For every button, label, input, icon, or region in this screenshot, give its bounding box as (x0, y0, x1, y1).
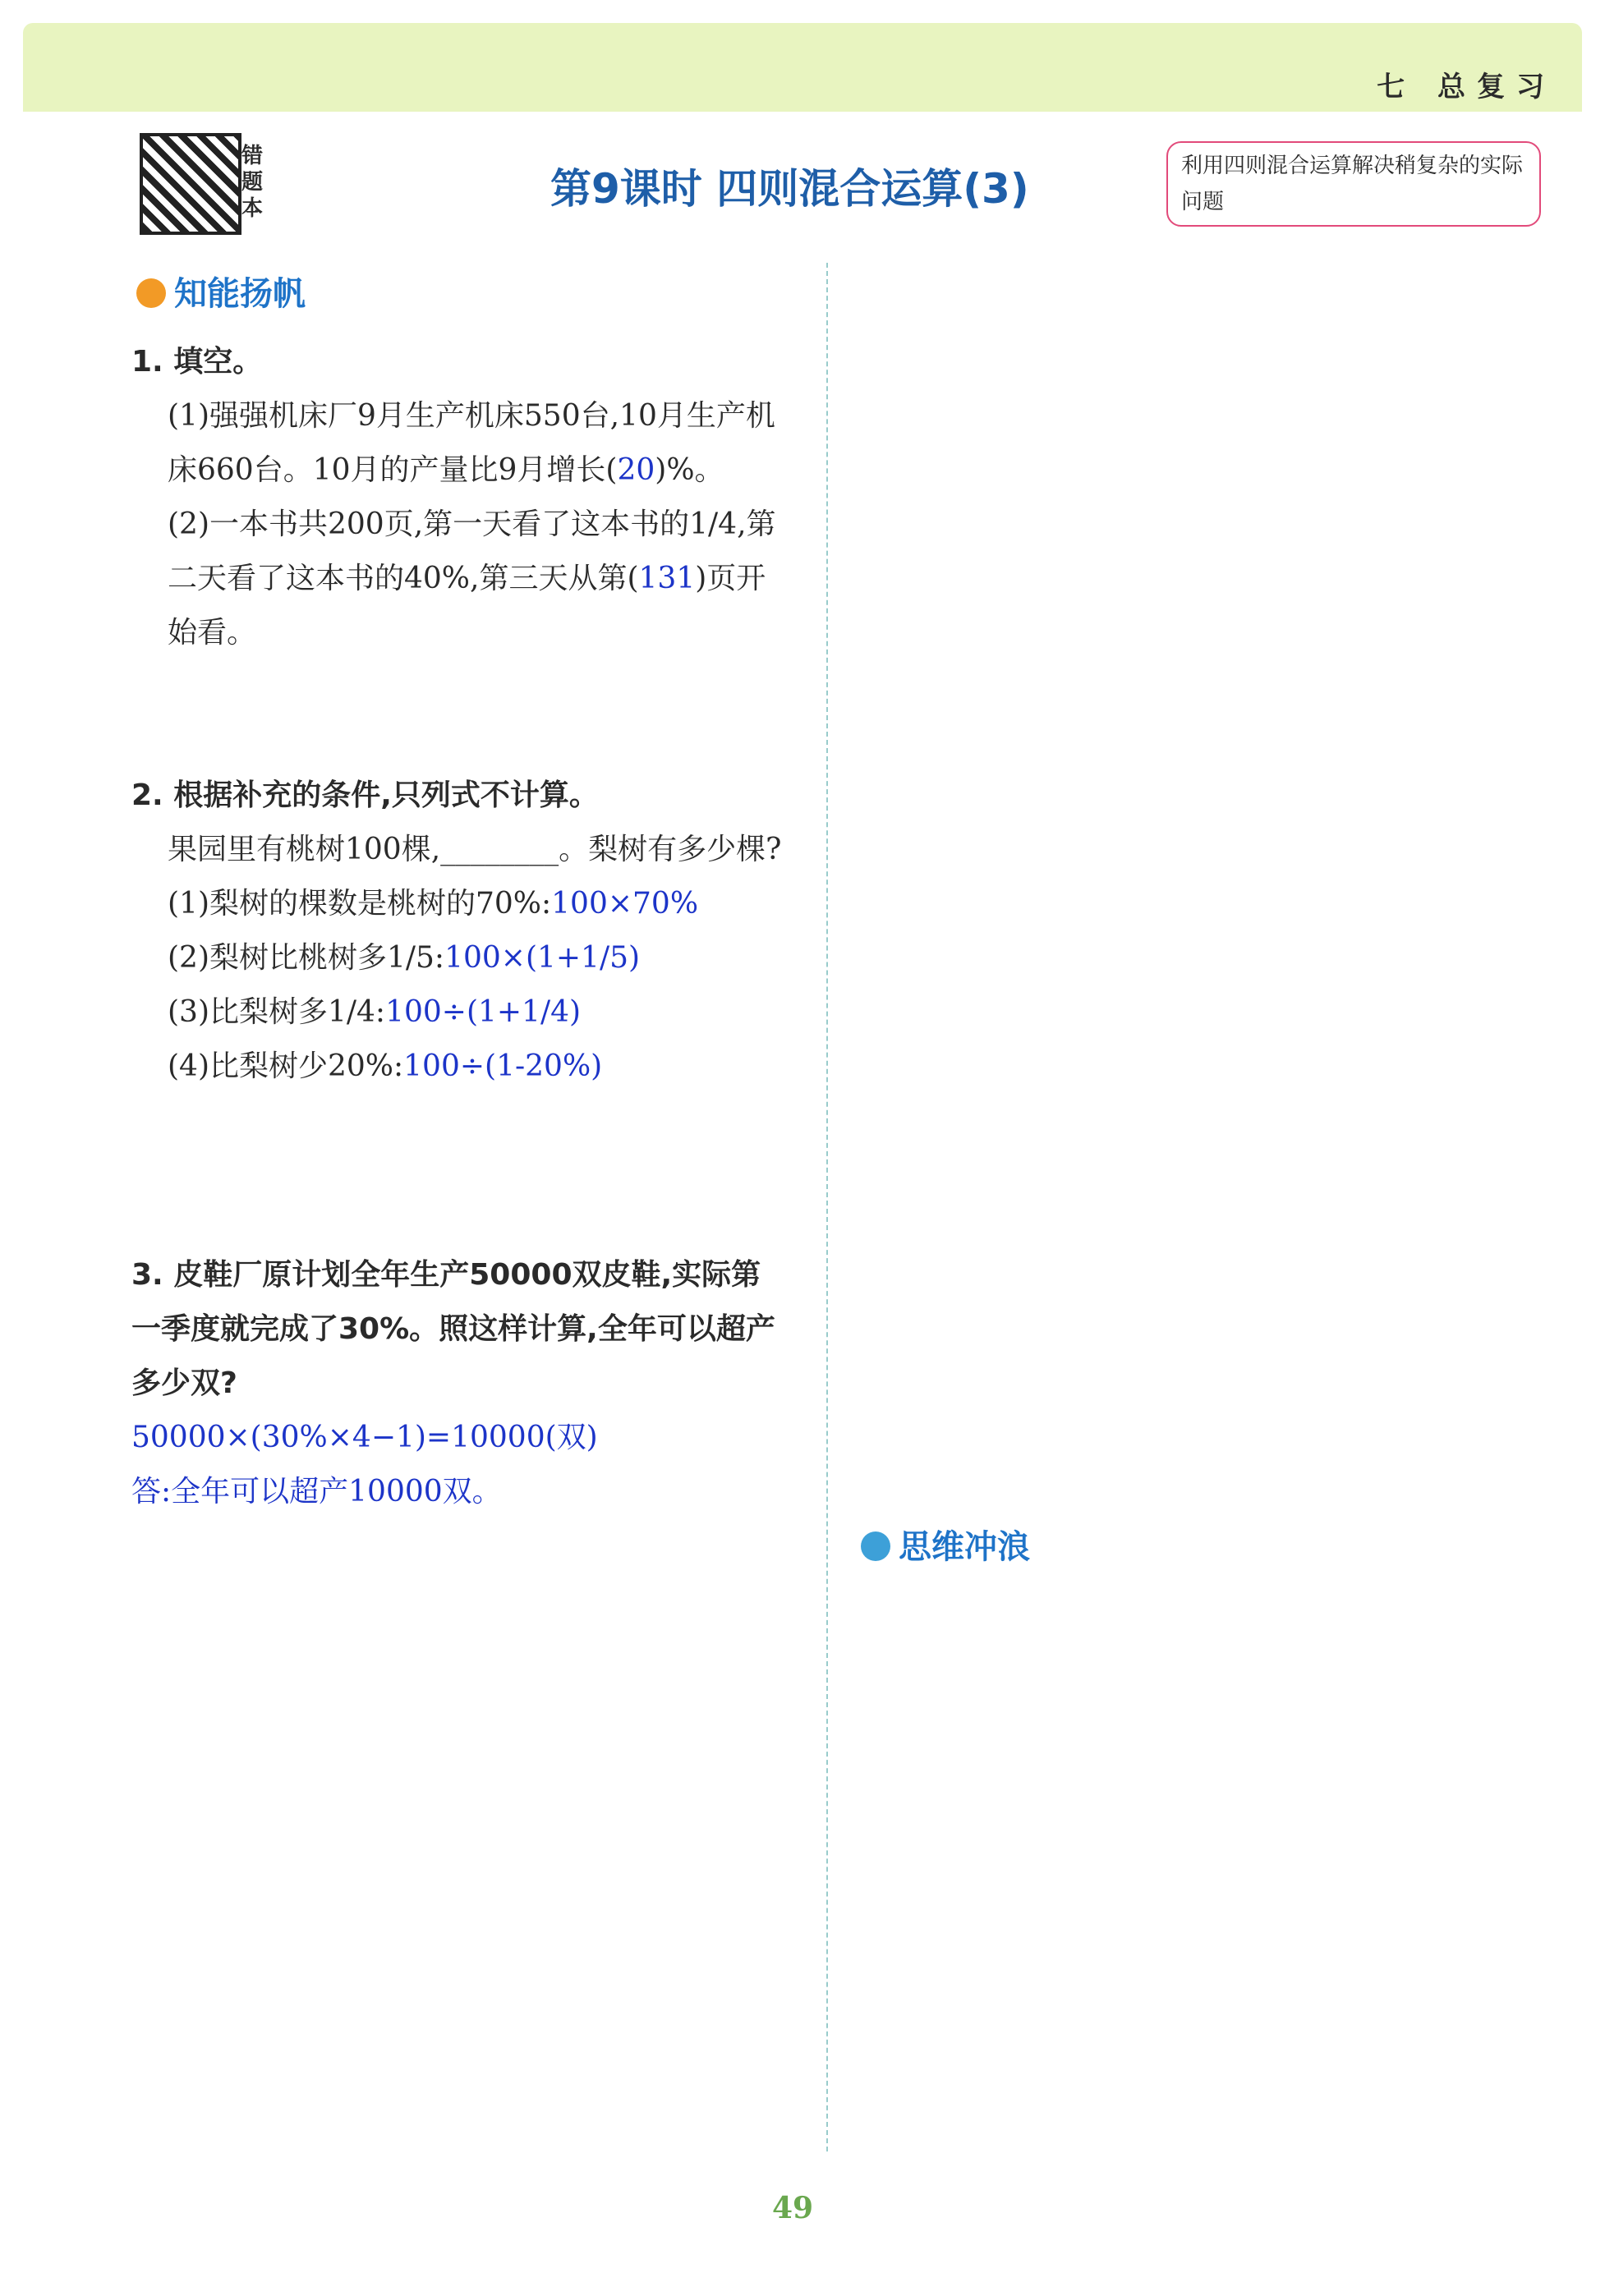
q2-answer4: 100÷(1-20%) (403, 1049, 603, 1083)
sailboat-icon (136, 278, 166, 308)
q1-answer2: 131 (638, 562, 696, 595)
q1-answer1: 20 (617, 453, 655, 487)
q2-answer1: 100×70% (551, 887, 699, 921)
q2-answer3: 100÷(1+1/4) (385, 995, 582, 1029)
q2-condition1: (1)梨树的棵数是桃树的70%: (168, 887, 552, 921)
q1-stem: 1. 填空。 (131, 345, 263, 379)
q2-condition2: (2)梨树比桃树多1/5: (168, 941, 445, 975)
qr-code-icon[interactable] (140, 133, 241, 235)
header-band (23, 23, 1582, 112)
lesson-note: 利用四则混合运算解决稍复杂的实际问题 (1166, 141, 1541, 227)
q2-stem: 2. 根据补充的条件,只列式不计算。 (131, 778, 599, 812)
section-title-1: 知能扬帆 (136, 268, 306, 315)
q1-part2: (2)一本书共200页,第一天看了这本书的1/4,第二天看了这本书的40%,第三天从第( (168, 507, 776, 595)
q3-stem: 3. 皮鞋厂原计划全年生产50000双皮鞋,实际第一季度就完成了30%。照这样计算,全年可以超产多少双? (131, 1258, 775, 1400)
column-divider (826, 263, 828, 2151)
q1-part2-end: )页开始看。 (168, 562, 766, 650)
q2-intro: 果园里有桃树100棵,________。梨树有多少棵? (168, 833, 782, 866)
q3-answer: 答:全年可以超产10000双。 (131, 1475, 502, 1508)
q2-condition4: (4)比梨树少20%: (168, 1049, 404, 1083)
q1-part1-end: )%。 (655, 453, 724, 487)
qr-label: 错题本 (241, 144, 264, 221)
q3-equation: 50000×(30%×4−1)=10000(双) (131, 1421, 598, 1454)
q2-answer2: 100×(1+1/5) (444, 941, 641, 975)
question-1 (131, 335, 789, 660)
q1-part1: (1)强强机床厂9月生产机床550台,10月生产机床660台。10月的产量比9月增长( (168, 399, 775, 487)
page-number: 49 (772, 2191, 814, 2225)
question-3 (131, 1248, 789, 1519)
section-title-2: 思维冲浪 (861, 1521, 1030, 1568)
q2-condition3: (3)比梨树多1/4: (168, 995, 386, 1029)
question-2 (131, 769, 789, 1094)
lesson-title: 第9课时 四则混合运算(3) (550, 165, 1029, 213)
unit-label: 七 总复习 (1377, 71, 1556, 103)
swirl-icon (861, 1531, 890, 1561)
